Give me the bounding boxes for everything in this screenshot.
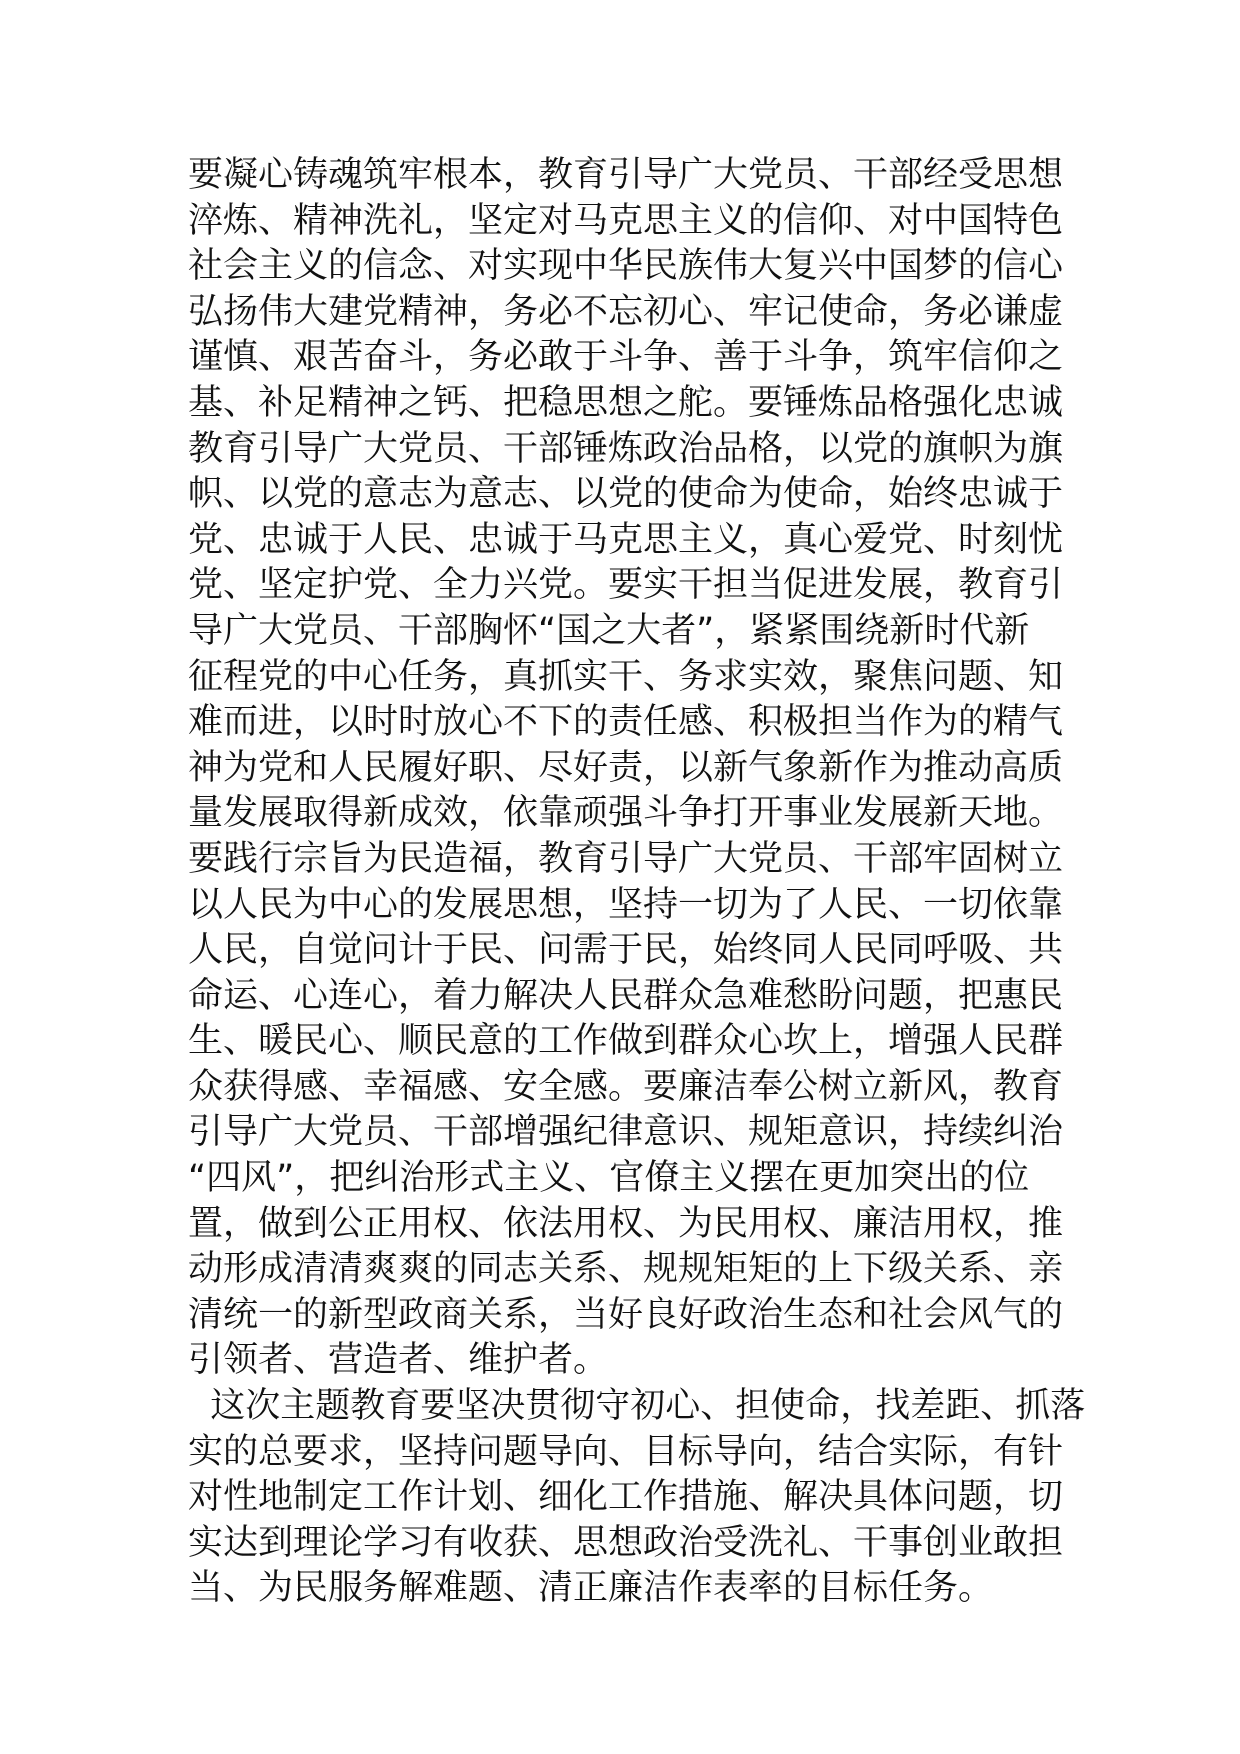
text-line: 对性地制定工作计划、细化工作措施、解决具体问题，切: [188, 1477, 1064, 1518]
text-line: 人民，自觉问计于民、问需于民，始终同人民同呼吸、共: [188, 930, 1064, 971]
text-line: 党、坚定护党、全力兴党。要实干担当促进发展，教育引: [188, 565, 1064, 606]
text-line: 教育引导广大党员、干部锤炼政治品格，以党的旗帜为旗: [188, 428, 1064, 469]
text-line: 要践行宗旨为民造福，教育引导广大党员、干部牢固树立: [188, 838, 1064, 879]
text-line: 基、补足精神之钙、把稳思想之舵。要锤炼品格强化忠诚: [188, 382, 1064, 423]
text-line: 要凝心铸魂筑牢根本，教育引导广大党员、干部经受思想: [188, 155, 1064, 195]
text-line: 实达到理论学习有收获、思想政治受洗礼、干事创业敢担: [188, 1522, 1064, 1563]
text-line: 党、忠诚于人民、忠诚于马克思主义，真心爱党、时刻忧: [188, 519, 1064, 560]
text-line: 神为党和人民履好职、尽好责，以新气象新作为推动高质: [188, 747, 1064, 788]
text-line: 征程党的中心任务，真抓实干、务求实效，聚焦问题、知: [188, 656, 1064, 697]
body-text: [188, 153, 1086, 1612]
text-line: 实的总要求，坚持问题导向、目标导向，结合实际，有针: [188, 1431, 1064, 1472]
text-line: 当、为民服务解难题、清正廉洁作表率的目标任务。: [188, 1568, 994, 1609]
text-line: 以人民为中心的发展思想，坚持一切为了人民、一切依靠: [188, 884, 1064, 925]
text-line: 命运、心连心，着力解决人民群众急难愁盼问题，把惠民: [188, 975, 1064, 1016]
text-line: 量发展取得新成效，依靠顽强斗争打开事业发展新天地。: [188, 793, 1064, 834]
text-line: 置，做到公正用权、依法用权、为民用权、廉洁用权，推: [188, 1203, 1064, 1244]
text-line: 弘扬伟大建党精神，务必不忘初心、牢记使命，务必谦虚: [188, 291, 1064, 332]
text-line: 动形成清清爽爽的同志关系、规规矩矩的上下级关系、亲: [188, 1249, 1064, 1290]
text-line: 谨慎、艰苦奋斗，务必敢于斗争、善于斗争，筑牢信仰之: [188, 337, 1064, 378]
text-line: 社会主义的信念、对实现中华民族伟大复兴中国梦的信心: [188, 246, 1064, 287]
text-line: 帜、以党的意志为意志、以党的使命为使命，始终忠诚于: [188, 474, 1064, 515]
text-line: “四风”，把纠治形式主义、官僚主义摆在更加突出的位: [188, 1158, 1030, 1199]
text-line: 众获得感、幸福感、安全感。要廉洁奉公树立新风，教育: [188, 1066, 1064, 1107]
text-line: 难而进，以时时放心不下的责任感、积极担当作为的精气: [188, 702, 1064, 743]
text-line: 淬炼、精神洗礼，坚定对马克思主义的信仰、对中国特色: [188, 200, 1064, 241]
text-line: 引领者、营造者、维护者。: [188, 1340, 609, 1381]
text-line: 这次主题教育要坚决贯彻守初心、担使命，找差距、抓落: [188, 1386, 1086, 1427]
text-line: 生、暖民心、顺民意的工作做到群众心坎上，增强人民群: [188, 1021, 1064, 1062]
text-line: 导广大党员、干部胸怀“国之大者”，紧紧围绕新时代新: [188, 610, 1030, 651]
text-line: 清统一的新型政商关系，当好良好政治生态和社会风气的: [188, 1294, 1064, 1335]
text-line: 引导广大党员、干部增强纪律意识、规矩意识，持续纠治: [188, 1112, 1064, 1153]
